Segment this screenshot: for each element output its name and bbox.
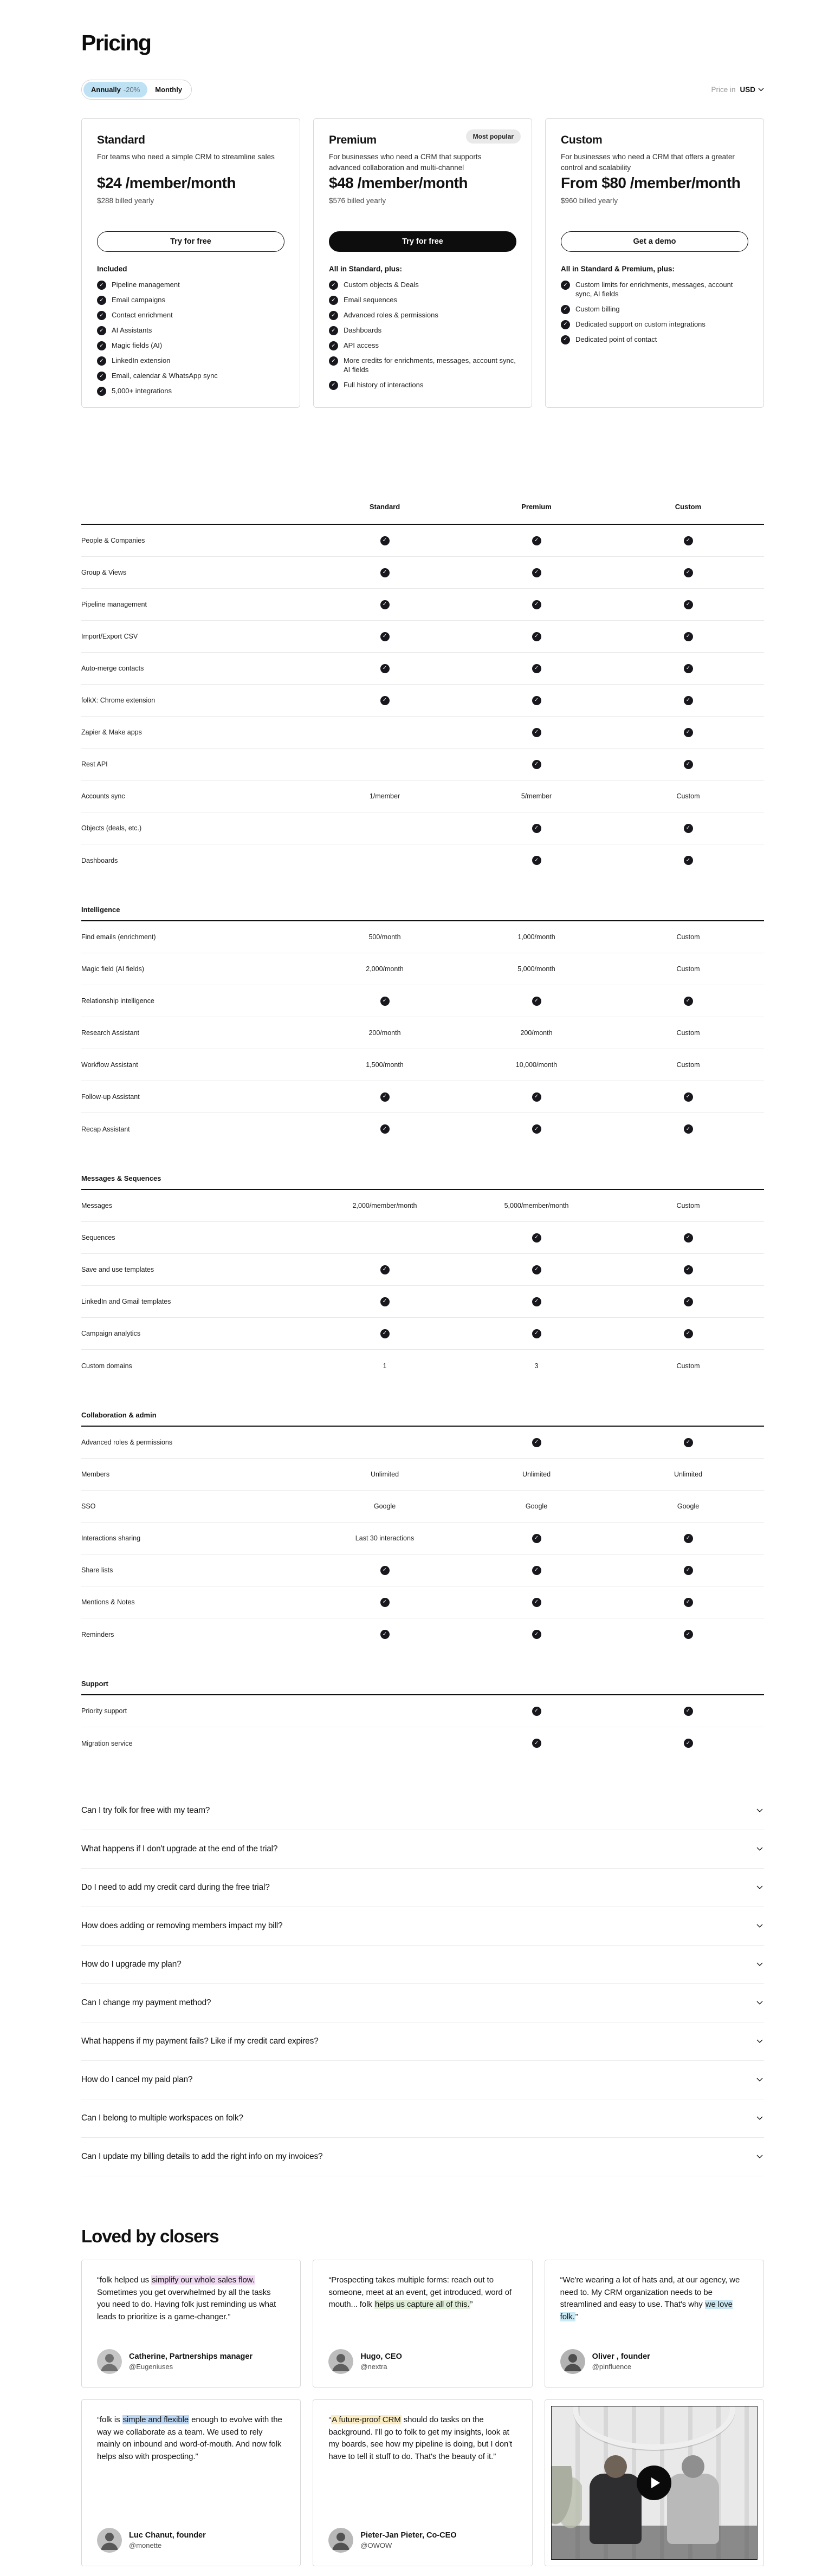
play-button[interactable] xyxy=(637,2466,671,2500)
check-icon: ✓ xyxy=(684,632,693,641)
avatar xyxy=(97,2349,122,2374)
check-icon: ✓ xyxy=(532,632,541,641)
check-icon: ✓ xyxy=(329,296,338,305)
page-title: Pricing xyxy=(81,30,151,55)
comparison-header xyxy=(81,503,764,525)
feature-item: ✓ AI Assistants xyxy=(97,326,287,335)
annually-discount: -20% xyxy=(123,86,140,94)
table-row: Auto-merge contacts ✓ ✓ ✓ xyxy=(81,653,764,685)
table-row: Accounts sync 1/member 5/member Custom xyxy=(81,780,764,812)
chevron-down-icon xyxy=(756,1847,763,1851)
quote-highlight: we love folk. xyxy=(560,2300,733,2321)
table-row: Custom domains 1 3 Custom xyxy=(81,1362,700,1370)
plan-features xyxy=(329,265,519,396)
toggle-monthly[interactable] xyxy=(147,82,190,97)
table-row: Reminders ✓ ✓ ✓ xyxy=(81,1618,764,1650)
testimonial-card xyxy=(313,2399,532,2566)
check-icon: ✓ xyxy=(532,728,541,737)
check-icon: ✓ xyxy=(532,1534,541,1543)
testimonial-video-card xyxy=(545,2399,764,2566)
table-row: Follow-up Assistant ✓ ✓ ✓ xyxy=(81,1081,764,1113)
toggle-annually[interactable] xyxy=(83,82,147,97)
faq-list xyxy=(81,1792,764,2176)
table-row: Messages 2,000/member/month 5,000/member/month Custom xyxy=(81,1190,764,1222)
try-for-free-button[interactable]: Try for free xyxy=(97,231,284,252)
author-name: Catherine, Partnerships manager xyxy=(129,2352,253,2361)
check-icon: ✓ xyxy=(684,536,693,545)
chevron-down-icon xyxy=(756,1924,763,1928)
billing-toggle xyxy=(81,80,192,100)
table-row: Priority support ✓ ✓ xyxy=(81,1695,764,1727)
check-icon: ✓ xyxy=(561,335,570,344)
testimonial-quote: “A future-proof CRM should do tasks on the background. I'll go to folk to get my insights, look at my boards, see how my pipeline is doing, but I don't have to tell it stuff to do. That's the beauty of it.” xyxy=(328,2415,513,2461)
faq-item[interactable]: Can I try folk for free with my team? xyxy=(81,1792,764,1830)
table-row: Advanced roles & permissions ✓ ✓ xyxy=(81,1427,764,1459)
feature-item: ✓ Dedicated support on custom integrations xyxy=(561,320,750,329)
comparison-table xyxy=(81,503,764,1759)
currency-selector[interactable] xyxy=(740,86,764,94)
currency-selector-row xyxy=(711,86,764,94)
check-icon: ✓ xyxy=(684,1124,693,1134)
testimonial-card xyxy=(545,2260,764,2388)
testimonials-row-1 xyxy=(81,2260,764,2388)
author-handle: @nextra xyxy=(360,2363,387,2371)
check-icon: ✓ xyxy=(684,1438,693,1447)
check-icon: ✓ xyxy=(380,1265,390,1274)
table-row: Campaign analytics ✓ ✓ ✓ xyxy=(81,1318,764,1350)
plan-billed: $960 billed yearly xyxy=(561,197,618,205)
table-row: Workflow Assistant 1,500/month 10,000/month Custom xyxy=(81,1049,764,1081)
check-icon: ✓ xyxy=(329,341,338,350)
plan-cards xyxy=(81,118,764,408)
check-icon: ✓ xyxy=(684,1297,693,1306)
section-title-messages: Messages & Sequences xyxy=(81,1174,764,1190)
faq-item[interactable]: What happens if I don't upgrade at the end of the trial? xyxy=(81,1830,764,1869)
check-icon: ✓ xyxy=(684,696,693,705)
plan-name: Premium xyxy=(329,134,377,146)
table-row: Recap Assistant ✓ ✓ ✓ xyxy=(81,1113,764,1145)
check-icon: ✓ xyxy=(684,1265,693,1274)
check-icon: ✓ xyxy=(532,1265,541,1274)
check-icon: ✓ xyxy=(380,1566,390,1575)
feature-item: ✓ Custom billing xyxy=(561,305,750,314)
plan-card-premium xyxy=(313,118,532,408)
plan-card-standard xyxy=(81,118,300,408)
currency-value: USD xyxy=(740,86,755,94)
check-icon: ✓ xyxy=(532,824,541,833)
person-silhouette xyxy=(667,2474,719,2544)
get-a-demo-button[interactable]: Get a demo xyxy=(561,231,748,252)
testimonial-author xyxy=(97,2349,253,2374)
table-row: Group & Views ✓ ✓ ✓ xyxy=(81,557,764,589)
check-icon: ✓ xyxy=(532,1566,541,1575)
avatar xyxy=(328,2349,353,2374)
check-icon: ✓ xyxy=(684,824,693,833)
chevron-down-icon xyxy=(756,1962,763,1967)
feature-item: ✓ Full history of interactions xyxy=(329,381,519,390)
check-icon: ✓ xyxy=(532,600,541,609)
plan-billed: $288 billed yearly xyxy=(97,197,154,205)
currency-label: Price in xyxy=(711,86,736,94)
check-icon: ✓ xyxy=(329,326,338,335)
check-icon: ✓ xyxy=(329,281,338,290)
table-row: Interactions sharing Last 30 interactions ✓ ✓ xyxy=(81,1523,764,1554)
testimonial-author xyxy=(328,2349,402,2374)
feature-item: ✓ Dedicated point of contact xyxy=(561,335,750,344)
check-icon: ✓ xyxy=(684,1534,693,1543)
check-icon: ✓ xyxy=(684,1739,693,1748)
plant-decoration xyxy=(551,2466,582,2547)
author-handle: @Eugeniuses xyxy=(129,2363,173,2371)
feature-item: ✓ Contact enrichment xyxy=(97,311,287,320)
check-icon: ✓ xyxy=(532,1438,541,1447)
table-row: folkX: Chrome extension ✓ ✓ ✓ xyxy=(81,685,764,717)
ring-light-decoration xyxy=(573,2406,735,2450)
check-icon: ✓ xyxy=(97,372,106,381)
table-row: Objects (deals, etc.) ✓ ✓ xyxy=(81,812,764,844)
video-thumbnail[interactable] xyxy=(551,2406,758,2560)
check-icon: ✓ xyxy=(380,600,390,609)
testimonials-title: Loved by closers xyxy=(81,2226,219,2246)
check-icon: ✓ xyxy=(532,1124,541,1134)
feature-item: ✓ Email campaigns xyxy=(97,296,287,305)
annually-label: Annually xyxy=(91,86,121,94)
check-icon: ✓ xyxy=(380,1630,390,1639)
testimonial-quote: “folk is simple and flexible enough to evolve with the way we collaborate as a team. We used to rely mainly on inbound and word-of-mouth. And now folk helps also with prospecting.” xyxy=(97,2415,282,2461)
section-title-intelligence: Intelligence xyxy=(81,906,764,921)
table-row: Find emails (enrichment) 500/month 1,000/month Custom xyxy=(81,921,764,953)
feature-item: ✓ Custom objects & Deals xyxy=(329,281,519,290)
check-icon: ✓ xyxy=(532,856,541,865)
table-row: Migration service ✓ ✓ xyxy=(81,1727,764,1759)
plan-name: Standard xyxy=(97,134,145,146)
feature-item: ✓ API access xyxy=(329,341,519,350)
check-icon: ✓ xyxy=(532,568,541,577)
check-icon: ✓ xyxy=(532,1598,541,1607)
author-name: Hugo, CEO xyxy=(360,2352,402,2361)
faq-item[interactable]: Can I update my billing details to add the right info on my invoices? xyxy=(81,2138,764,2176)
check-icon: ✓ xyxy=(97,311,106,320)
table-row: LinkedIn and Gmail templates ✓ ✓ ✓ xyxy=(81,1286,764,1318)
check-icon: ✓ xyxy=(380,536,390,545)
check-icon: ✓ xyxy=(684,1233,693,1243)
check-icon: ✓ xyxy=(532,536,541,545)
table-row: Research Assistant 200/month 200/month Custom xyxy=(81,1017,764,1049)
faq-item[interactable]: Can I change my payment method? xyxy=(81,1984,764,2022)
table-row: Mentions & Notes ✓ ✓ ✓ xyxy=(81,1586,764,1618)
chevron-down-icon xyxy=(756,1809,763,1813)
chevron-down-icon xyxy=(756,2001,763,2005)
faq-item[interactable]: What happens if my payment fails? Like if my credit card expires? xyxy=(81,2022,764,2061)
table-row: Magic field (AI fields) 2,000/month 5,000/month Custom xyxy=(81,953,764,985)
testimonial-quote: “We're wearing a lot of hats and, at our agency, we need to. My CRM organization needs to be streamlined and easy to use. That's why we love folk.” xyxy=(560,2275,740,2321)
feature-item: ✓ Email, calendar & WhatsApp sync xyxy=(97,372,287,381)
feature-item: ✓ Email sequences xyxy=(329,296,519,305)
check-icon: ✓ xyxy=(684,1329,693,1338)
check-icon: ✓ xyxy=(380,1598,390,1607)
plan-price-block xyxy=(329,174,516,205)
author-name: Pieter-Jan Pieter, Co-CEO xyxy=(360,2531,457,2540)
table-row: Share lists ✓ ✓ ✓ xyxy=(81,1554,764,1586)
features-title: All in Standard, plus: xyxy=(329,265,403,273)
table-row: Rest API ✓ ✓ xyxy=(81,749,764,780)
check-icon: ✓ xyxy=(380,664,390,673)
check-icon: ✓ xyxy=(380,568,390,577)
plan-price: From $80 /member/month xyxy=(561,174,741,191)
testimonial-quote: “Prospecting takes multiple forms: reach out to someone, meet at an event, get introduced, word of mouth... folk helps us capture all of this.” xyxy=(328,2275,512,2309)
table-row: Sequences ✓ ✓ xyxy=(81,1222,764,1254)
avatar xyxy=(328,2528,353,2553)
quote-highlight: A future-proof CRM xyxy=(332,2415,401,2424)
check-icon: ✓ xyxy=(684,1707,693,1716)
check-icon: ✓ xyxy=(329,381,338,390)
check-icon: ✓ xyxy=(561,305,570,314)
plan-billed: $576 billed yearly xyxy=(329,197,386,205)
plan-price-block xyxy=(561,174,748,205)
plan-price-block xyxy=(97,174,284,205)
check-icon: ✓ xyxy=(532,760,541,769)
plan-features xyxy=(561,265,750,350)
check-icon: ✓ xyxy=(684,997,693,1006)
features-title: Included xyxy=(97,265,127,273)
play-icon xyxy=(651,2477,660,2488)
chevron-down-icon xyxy=(756,2116,763,2120)
table-row: SSO Google Google Google xyxy=(81,1491,764,1523)
try-for-free-button[interactable]: Try for free xyxy=(329,231,516,252)
plan-card-custom xyxy=(545,118,764,408)
author-name: Luc Chanut, founder xyxy=(129,2531,206,2540)
faq-item[interactable]: Do I need to add my credit card during the free trial? xyxy=(81,1869,764,1907)
author-handle: @OWOW xyxy=(360,2541,392,2549)
feature-item: ✓ Magic fields (AI) xyxy=(97,341,287,350)
check-icon: ✓ xyxy=(380,997,390,1006)
check-icon: ✓ xyxy=(684,1598,693,1607)
faq-item[interactable]: Can I belong to multiple workspaces on folk? xyxy=(81,2099,764,2138)
faq-item[interactable]: How does adding or removing members impact my bill? xyxy=(81,1907,764,1946)
feature-item: ✓ Pipeline management xyxy=(97,281,287,290)
check-icon: ✓ xyxy=(380,1297,390,1306)
chevron-down-icon xyxy=(756,2078,763,2082)
person-silhouette xyxy=(590,2474,642,2544)
testimonial-author xyxy=(560,2349,650,2374)
features-title: All in Standard & Premium, plus: xyxy=(561,265,675,273)
testimonial-author xyxy=(97,2528,206,2553)
check-icon: ✓ xyxy=(329,356,338,366)
feature-item: ✓ Advanced roles & permissions xyxy=(329,311,519,320)
plan-description: For businesses who need a CRM that offers a greater control and scalability xyxy=(561,153,735,172)
testimonials-row-2 xyxy=(81,2399,764,2566)
table-row: Pipeline management ✓ ✓ ✓ xyxy=(81,589,764,621)
feature-item: ✓ Custom limits for enrichments, messages, account sync, AI fields xyxy=(561,281,750,299)
testimonial-card xyxy=(81,2399,301,2566)
table-row: Relationship intelligence ✓ ✓ ✓ xyxy=(81,985,764,1017)
testimonial-author xyxy=(328,2528,456,2553)
check-icon: ✓ xyxy=(380,1329,390,1338)
quote-highlight: simplify our whole sales flow. xyxy=(152,2275,255,2285)
check-icon: ✓ xyxy=(684,600,693,609)
plan-features xyxy=(97,265,287,402)
check-icon: ✓ xyxy=(684,856,693,865)
feature-item: ✓ LinkedIn extension xyxy=(97,356,287,366)
check-icon: ✓ xyxy=(532,1092,541,1102)
check-icon: ✓ xyxy=(684,664,693,673)
check-icon: ✓ xyxy=(532,664,541,673)
table-row: Dashboards ✓ ✓ xyxy=(81,844,764,876)
plan-price: $48 /member/month xyxy=(329,174,468,191)
check-icon: ✓ xyxy=(97,281,106,290)
check-icon: ✓ xyxy=(684,728,693,737)
table-row: Import/Export CSV ✓ ✓ ✓ xyxy=(81,621,764,653)
table-row: People & Companies ✓ ✓ ✓ xyxy=(81,525,764,557)
check-icon: ✓ xyxy=(380,1124,390,1134)
check-icon: ✓ xyxy=(532,1739,541,1748)
check-icon: ✓ xyxy=(532,1233,541,1243)
check-icon: ✓ xyxy=(380,632,390,641)
check-icon: ✓ xyxy=(532,1630,541,1639)
check-icon: ✓ xyxy=(684,760,693,769)
quote-highlight: helps us capture all of this. xyxy=(374,2300,470,2309)
testimonial-card xyxy=(313,2260,532,2388)
check-icon: ✓ xyxy=(329,311,338,320)
author-name: Oliver , founder xyxy=(592,2352,650,2361)
column-header-premium: Premium xyxy=(521,503,552,511)
billing-row xyxy=(81,80,764,100)
avatar xyxy=(560,2349,585,2374)
faq-item[interactable]: How do I cancel my paid plan? xyxy=(81,2061,764,2099)
column-header-custom: Custom xyxy=(675,503,702,511)
feature-item: ✓ More credits for enrichments, messages, account sync, AI fields xyxy=(329,356,519,375)
plan-name: Custom xyxy=(561,134,603,146)
check-icon: ✓ xyxy=(532,997,541,1006)
check-icon: ✓ xyxy=(97,296,106,305)
check-icon: ✓ xyxy=(97,341,106,350)
column-header-standard: Standard xyxy=(369,503,400,511)
check-icon: ✓ xyxy=(532,1297,541,1306)
chevron-down-icon xyxy=(756,2039,763,2044)
check-icon: ✓ xyxy=(684,1630,693,1639)
check-icon: ✓ xyxy=(684,1566,693,1575)
chevron-down-icon xyxy=(756,2155,763,2159)
check-icon: ✓ xyxy=(532,696,541,705)
check-icon: ✓ xyxy=(561,281,570,290)
check-icon: ✓ xyxy=(97,356,106,366)
section-title-collaboration: Collaboration & admin xyxy=(81,1411,764,1427)
chevron-down-icon xyxy=(758,88,764,92)
plan-description: For businesses who need a CRM that supports advanced collaboration and multi-channel xyxy=(329,153,482,172)
feature-item: ✓ 5,000+ integrations xyxy=(97,387,287,396)
check-icon: ✓ xyxy=(380,1092,390,1102)
check-icon: ✓ xyxy=(97,326,106,335)
check-icon: ✓ xyxy=(684,568,693,577)
plan-description: For teams who need a simple CRM to streamline sales xyxy=(97,153,275,161)
avatar xyxy=(97,2528,122,2553)
table-row: Zapier & Make apps ✓ ✓ xyxy=(81,717,764,749)
check-icon: ✓ xyxy=(532,1329,541,1338)
chevron-down-icon xyxy=(756,1885,763,1890)
author-handle: @pinfluence xyxy=(592,2363,632,2371)
feature-item: ✓ Dashboards xyxy=(329,326,519,335)
check-icon: ✓ xyxy=(684,1092,693,1102)
monthly-label: Monthly xyxy=(155,86,183,94)
table-row: Members Unlimited Unlimited Unlimited xyxy=(81,1459,764,1491)
testimonial-quote: “folk helped us simplify our whole sales flow. Sometimes you get overwhelmed by all the tasks you need to do. Having folk just reminding us what leads to prioritize is a game-changer.” xyxy=(97,2275,276,2321)
check-icon: ✓ xyxy=(532,1707,541,1716)
plan-price: $24 /member/month xyxy=(97,174,236,191)
check-icon: ✓ xyxy=(380,696,390,705)
testimonial-card xyxy=(81,2260,301,2388)
quote-highlight: simple and flexible xyxy=(122,2415,189,2424)
table-row: Save and use templates ✓ ✓ ✓ xyxy=(81,1254,764,1286)
section-title-support: Support xyxy=(81,1680,764,1695)
check-icon: ✓ xyxy=(97,387,106,396)
check-icon: ✓ xyxy=(561,320,570,329)
author-handle: @monette xyxy=(129,2541,162,2549)
faq-item[interactable]: How do I upgrade my plan? xyxy=(81,1946,764,1984)
most-popular-badge: Most popular xyxy=(466,129,521,144)
